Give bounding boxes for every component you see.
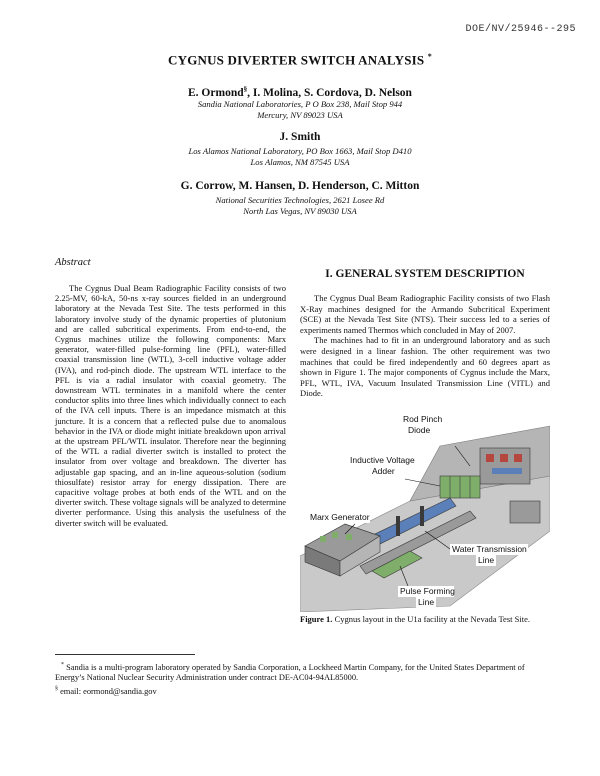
diode-detail	[500, 454, 508, 462]
affiliation-line: Sandia National Laboratories, P O Box 238, Mail Stop 944	[197, 99, 403, 109]
footnote-text: Sandia is a multi-program laboratory operated by Sandia Corporation, a Lockheed Martin Company, for the United States Department of Energy’s National Nuclear Security Administration under contract DE-AC04-94AL85000.	[55, 662, 525, 683]
label-iva-line2: Adder	[372, 466, 395, 476]
affiliation-line: Los Alamos National Laboratory, PO Box 1663, Mail Stop D410	[188, 146, 412, 156]
affiliation-lanl	[0, 146, 600, 168]
affiliation-sandia	[0, 99, 600, 121]
affiliation-line: National Securities Technologies, 2621 Losee Rd	[215, 195, 385, 205]
section-paragraph: The Cygnus Dual Beam Radiographic Facility consists of two Flash X-Ray machines designed for the Armando Subcritical Experiment (SCE) at the Nevada Test Site (NTS). Their success led to a series of experiments named Thermos which concluded in May of 2007.	[300, 293, 550, 335]
footnote-text: email: eormond@sandia.gov	[60, 686, 157, 696]
label-rod-pinch: Rod Pinch	[403, 414, 443, 424]
equipment-rack	[510, 501, 540, 523]
section-paragraph: The machines had to fit in an underground laboratory and as such were designed in a linear fashion. The other requirement was two machines that could be fired independently and 60 degrees apart as shown in Figure 1. The major components of Cygnus include the Marx, PFL, WTL, IVA, Vacuum Insulated Transmission Line (VITL) and Diode.	[300, 335, 550, 399]
affiliation-line: Mercury, NV 89023 USA	[257, 110, 343, 120]
marx-detail	[332, 532, 338, 538]
label-wtl-line1: Water Transmission	[452, 544, 527, 554]
support-post	[420, 506, 424, 526]
footnote-mark: *	[61, 662, 64, 668]
caption-label: Figure 1.	[300, 614, 333, 624]
section-body	[300, 293, 550, 399]
label-marx: Marx Generator	[310, 512, 370, 522]
abstract-body	[55, 283, 286, 528]
other-authors: , I. Molina, S. Cordova, D. Nelson	[247, 86, 412, 99]
marx-detail	[320, 536, 326, 542]
first-author: E. Ormond	[188, 86, 244, 99]
section-heading: I. GENERAL SYSTEM DESCRIPTION	[325, 268, 525, 280]
footnote-rule	[55, 654, 195, 655]
author-line-nstec: G. Corrow, M. Hansen, D. Henderson, C. Mitton	[180, 180, 420, 192]
label-pfl-line2: Line	[418, 597, 435, 607]
label-pfl-line1: Pulse Forming	[400, 586, 455, 596]
figure-1	[300, 406, 550, 612]
label-diode: Diode	[408, 425, 431, 435]
affiliation-nstec	[0, 195, 600, 217]
diode-detail	[486, 454, 494, 462]
footnote-mark: §	[55, 685, 58, 692]
diode-detail	[492, 468, 522, 474]
diode-detail	[514, 454, 522, 462]
footnotes	[55, 660, 555, 697]
abstract-paragraph: The Cygnus Dual Beam Radiographic Facility consists of two 2.25-MV, 60-kA, 50-ns x-ray sources fielded in an underground laboratory at the Nevada Test Site. The tests performed in this laboratory involve study of the dynamic properties of plutonium and are called subcritical experiments. From end-to-end, the Cygnus machines utilize the following components: Marx generator, water-filled pulse-forming line (PFL), water-filled coaxial transmission line (WTL), 3-cell inductive voltage adder (IVA), and rod-pinch diode. The upstream WTL interface to the PFL is via a radial insulator with coaxial geometry. The downstream WTL terminates in a manifold where the center conductor splits into three lines which individually connect to each of the IVA cell inputs. There is an impedance mismatch at this juncture. It is a concern that a reflected pulse due to anomalous behavior in the IVA or diode might initiate breakdown upon arrival at the upstream PFL/WTL insulator. Therefore near the beginning of the WTL a radial diverter switch is installed to protect the insulator from over voltage and breakdown. The diverter has adjustable gap spacing, and an in-line aqueous-solution (sodium thiosulfate) resistor array for energy dissipation. There are capacitive voltage probes at both ends of the WTL and on the diverter switch. These voltage signals will be analyzed to determine diverter performance. Using this analysis the usefulness of the diverter switch will be evaluated.	[55, 283, 286, 528]
footnote-sandia	[55, 660, 555, 684]
paper-title-text: CYGNUS DIVERTER SWITCH ANALYSIS	[168, 52, 425, 68]
figure-1-caption	[300, 614, 550, 624]
document-number: DOE/NV/25946--295	[465, 24, 576, 35]
label-wtl-line2: Line	[478, 555, 495, 565]
cygnus-layout-illustration	[300, 406, 550, 612]
support-post	[396, 516, 400, 536]
caption-text: Cygnus layout in the U1a facility at the Nevada Test Site.	[332, 614, 530, 624]
author-line-lanl: J. Smith	[279, 131, 321, 143]
first-author-mark: §	[243, 85, 248, 93]
author-line-sandia	[0, 85, 600, 99]
title-footnote-mark: *	[427, 52, 432, 61]
label-iva-line1: Inductive Voltage	[350, 455, 415, 465]
footnote-email	[55, 684, 555, 697]
marx-detail	[346, 534, 352, 540]
paper-title	[0, 52, 600, 68]
affiliation-line: Los Alamos, NM 87545 USA	[250, 157, 350, 167]
affiliation-line: North Las Vegas, NV 89030 USA	[243, 206, 357, 216]
diode-enclosure	[480, 448, 530, 484]
abstract-heading: Abstract	[55, 257, 91, 268]
